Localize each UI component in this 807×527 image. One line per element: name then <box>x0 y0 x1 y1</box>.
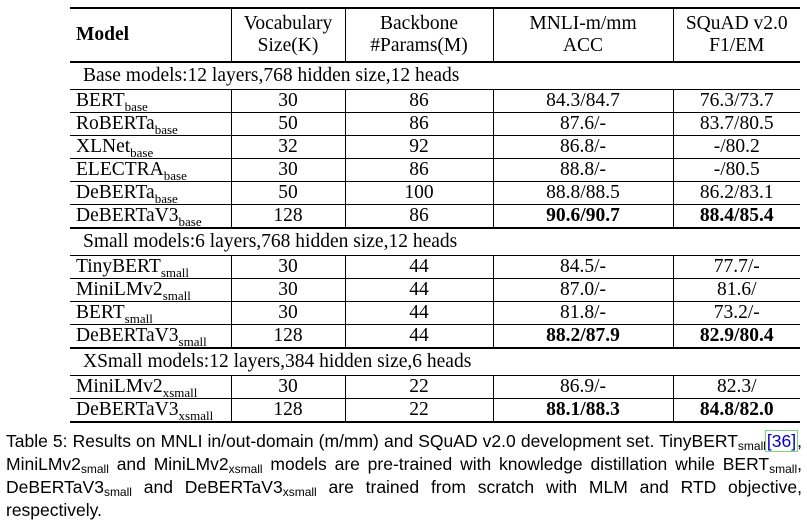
vocab-size-cell: 50 <box>231 113 345 136</box>
mnli-cell: 84.3/84.7 <box>493 90 673 113</box>
squad-cell: 84.8/82.0 <box>673 399 800 423</box>
squad-cell: 81.6/ <box>673 279 800 302</box>
params-cell: 86 <box>345 90 493 113</box>
group-header-row <box>70 62 800 90</box>
table-row <box>70 376 800 399</box>
model-name: $BERT_{base}$ <box>70 90 231 113</box>
vocab-size-cell: 128 <box>231 325 345 349</box>
model-name: RoBERTa$_{base}$ <box>70 113 231 136</box>
vocab-size-cell: 30 <box>231 90 345 113</box>
table-row <box>70 302 800 325</box>
params-cell: 100 <box>345 182 493 205</box>
mnli-cell: 88.1/88.3 <box>493 399 673 423</box>
mnli-cell: 88.2/87.9 <box>493 325 673 349</box>
params-cell: 92 <box>345 136 493 159</box>
vocab-size-cell: 32 <box>231 136 345 159</box>
table-row <box>70 256 800 279</box>
squad-cell: 88.4/85.4 <box>673 205 800 229</box>
squad-cell: -/80.2 <box>673 136 800 159</box>
vocab-size-cell: 128 <box>231 399 345 423</box>
results-table-body <box>70 8 800 422</box>
group-header-row <box>70 348 800 376</box>
params-cell: 44 <box>345 302 493 325</box>
table-caption: Table 5: Results on MNLI in/out-domain (m/mm) and SQuAD v2.0 development set. TinyBERT$_{small}$[36], $MiniLMv2_{small}$ and $MiniLMv2_{xsmall}$ models are pre-trained with knowledge distillation while $BERT_{small}$, $DeBERTaV3_{small}$ and $DeBERTaV3_{xsmall}$ are trained from scratch with MLM and RTD objective, respectively. <box>6 431 802 520</box>
model-name: TinyBERT$_{small}$ <box>70 256 231 279</box>
vocab-size-cell: 50 <box>231 182 345 205</box>
vocab-size-cell: 30 <box>231 279 345 302</box>
squad-cell: 76.3/73.7 <box>673 90 800 113</box>
results-table <box>70 7 800 423</box>
group-header-row <box>70 228 800 256</box>
vocab-size-cell: 30 <box>231 376 345 399</box>
vocab-size-cell: 30 <box>231 159 345 182</box>
model-name: XLNet$_{base}$ <box>70 136 231 159</box>
table-header-row <box>70 8 800 62</box>
squad-cell: -/80.5 <box>673 159 800 182</box>
model-name: $DeBERTaV3_{base}$ <box>70 205 231 229</box>
params-cell: 86 <box>345 205 493 229</box>
mnli-cell: 87.6/- <box>493 113 673 136</box>
header-vocab-size: Vocabulary Size(K) <box>231 8 345 62</box>
header-backbone-params: Backbone #Params(M) <box>345 8 493 62</box>
params-cell: 44 <box>345 325 493 349</box>
table-row <box>70 325 800 349</box>
citation-link[interactable]: [36] <box>766 431 797 451</box>
vocab-size-cell: 30 <box>231 256 345 279</box>
table-row <box>70 205 800 229</box>
vocab-size-cell: 30 <box>231 302 345 325</box>
params-cell: 86 <box>345 159 493 182</box>
table-row <box>70 113 800 136</box>
group-title: Base models:12 layers,768 hidden size,12 heads <box>83 65 460 86</box>
squad-cell: 83.7/80.5 <box>673 113 800 136</box>
mnli-cell: 90.6/90.7 <box>493 205 673 229</box>
params-cell: 22 <box>345 376 493 399</box>
header-model: Model <box>70 8 231 62</box>
params-cell: 86 <box>345 113 493 136</box>
group-title: XSmall models:12 layers,384 hidden size,6 heads <box>70 348 800 376</box>
header-mnli: MNLI-m/mm ACC <box>493 8 673 62</box>
squad-cell: 82.9/80.4 <box>673 325 800 349</box>
table-row <box>70 279 800 302</box>
mnli-cell: 81.8/- <box>493 302 673 325</box>
squad-cell: 77.7/- <box>673 256 800 279</box>
mnli-cell: 84.5/- <box>493 256 673 279</box>
caption-label: Table 5: <box>6 431 68 451</box>
params-cell: 44 <box>345 256 493 279</box>
squad-cell: 73.2/- <box>673 302 800 325</box>
mnli-cell: 88.8/- <box>493 159 673 182</box>
table-row <box>70 90 800 113</box>
model-name: $MiniLMv2_{xsmall}$ <box>70 376 231 399</box>
mnli-cell: 86.9/- <box>493 376 673 399</box>
params-cell: 44 <box>345 279 493 302</box>
model-name: $DeBERTaV3_{small}$ <box>70 325 231 349</box>
params-cell: 22 <box>345 399 493 423</box>
table-row <box>70 159 800 182</box>
table-row <box>70 136 800 159</box>
model-name: $DeBERTaV3_{xsmall}$ <box>70 399 231 423</box>
model-name: $ELECTRA_{base}$ <box>70 159 231 182</box>
mnli-cell: 87.0/- <box>493 279 673 302</box>
model-name: $BERT_{small}$ <box>70 302 231 325</box>
vocab-size-cell: 128 <box>231 205 345 229</box>
squad-cell: 86.2/83.1 <box>673 182 800 205</box>
model-name: $MiniLMv2_{small}$ <box>70 279 231 302</box>
squad-cell: 82.3/ <box>673 376 800 399</box>
group-title: Small models:6 layers,768 hidden size,12 heads <box>70 228 800 256</box>
table-row <box>70 399 800 423</box>
header-squad: SQuAD v2.0 F1/EM <box>673 8 800 62</box>
model-name: DeBERTa$_{base}$ <box>70 182 231 205</box>
mnli-cell: 88.8/88.5 <box>493 182 673 205</box>
mnli-cell: 86.8/- <box>493 136 673 159</box>
table-row <box>70 182 800 205</box>
